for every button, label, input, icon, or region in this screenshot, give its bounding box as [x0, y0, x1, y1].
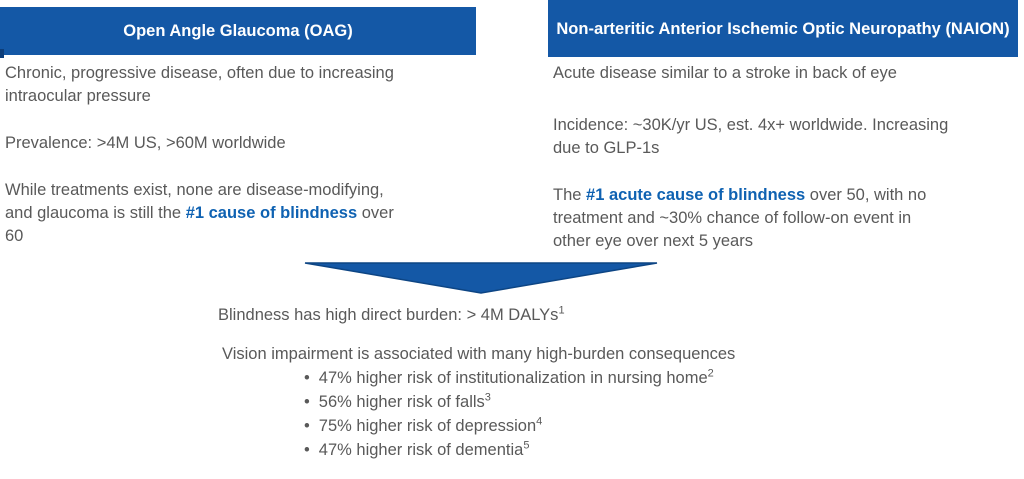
oag-description: [5, 62, 495, 272]
naion-paragraph-acute: Acute disease similar to a stroke in back of eye: [553, 64, 897, 82]
naion-header-title: Non-arteritic Anterior Ischemic Optic Neuropathy (NAION): [556, 19, 1010, 38]
header-left-edge-mark: [0, 49, 4, 58]
oag-paragraph-chronic: Chronic, progressive disease, often due to increasing intraocular pressure: [5, 64, 394, 105]
burden-statement: Blindness has high direct burden: > 4M DALYs$^1$: [218, 304, 565, 324]
naion-description: [553, 62, 1023, 277]
oag-paragraph-prevalence: Prevalence: >4M US, >60M worldwide: [5, 134, 286, 152]
consequences-statement: Vision impairment is associated with many high-burden consequences: [222, 345, 736, 363]
naion-header-box: [548, 0, 1018, 57]
naion-paragraph-incidence: Incidence: ~30K/yr US, est. 4x+ worldwide. Increasing due to GLP-1s: [553, 116, 949, 157]
list-item-nursing-home: • 47% higher risk of institutionalization in nursing home$^2$: [304, 366, 1008, 390]
list-item-dementia: • 47% higher risk of dementia$^5$: [304, 438, 1008, 462]
oag-header-box: [0, 7, 476, 55]
list-item-falls: • 56% higher risk of falls$^3$: [304, 390, 1008, 414]
naion-paragraph-blindness: The #1 acute cause of blindness over 50, with no treatment and ~30% chance of follow-on event in other eye over next 5 years: [553, 186, 927, 250]
oag-header-title: Open Angle Glaucoma (OAG): [123, 22, 353, 40]
list-item-depression: • 75% higher risk of depression$^4$: [304, 414, 1008, 438]
consequences-block: [218, 304, 1008, 462]
oag-paragraph-treatments: While treatments exist, none are disease-modifying, and glaucoma is still the #1 cause of blindness over 60: [5, 181, 394, 245]
consequences-list: [218, 366, 1008, 462]
funnel-arrow: [304, 262, 658, 294]
funnel-arrow-shape: [305, 263, 657, 293]
